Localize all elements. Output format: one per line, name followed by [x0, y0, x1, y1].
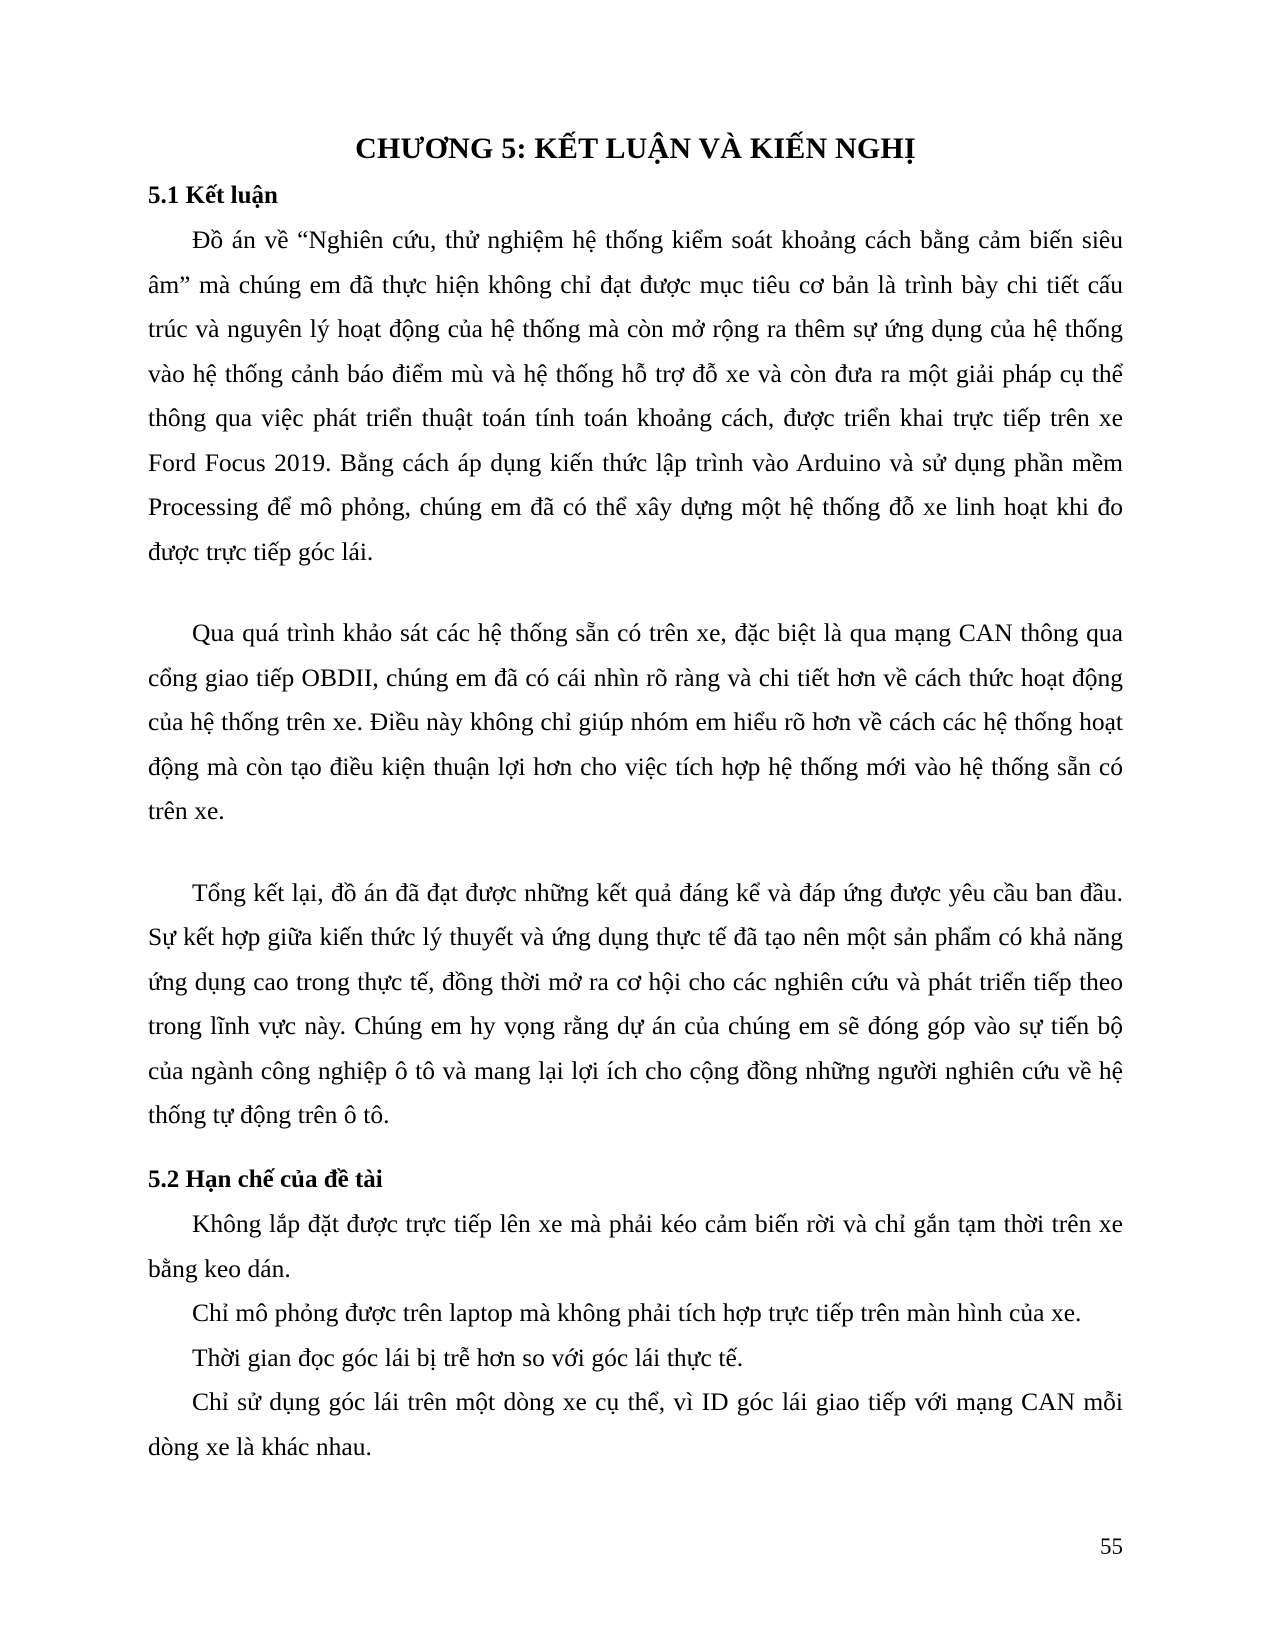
paragraph-5-2-1: Không lắp đặt được trực tiếp lên xe mà phải kéo cảm biến rời và chỉ gắn tạm thời trên xe bằng keo dán.: [148, 1209, 1123, 1283]
page-title: CHƯƠNG 5: KẾT LUẬN VÀ KIẾN NGHỊ: [355, 132, 916, 165]
page-content: [148, 130, 1123, 1469]
paragraph-5-2-2: Chỉ mô phỏng được trên laptop mà không phải tích hợp trực tiếp trên màn hình của xe.: [192, 1298, 1082, 1327]
paragraph-5-1-3: Tổng kết lại, đồ án đã đạt được những kết quả đáng kể và đáp ứng được yêu cầu ban đầu. Sự kết hợp giữa kiến thức lý thuyết và ứng dụng thực tế đã tạo nên một sản phẩm có khả năng ứng dụng cao trong thực tế, đồng thời mở ra cơ hội cho các nghiên cứu và phát triển tiếp theo trong lĩnh vực này. Chúng em hy vọng rằng dự án của chúng em sẽ đóng góp vào sự tiến bộ của ngành công nghiệp ô tô và mang lại lợi ích cho cộng đồng những người nghiên cứu về hệ thống tự động trên ô tô.: [148, 877, 1123, 1129]
section-heading-5-2: 5.2 Hạn chế của đề tài: [148, 1165, 383, 1193]
page-number: 55: [1100, 1534, 1123, 1559]
section-heading-5-1: 5.1 Kết luận: [148, 181, 278, 209]
paragraph-5-2-4: Chỉ sử dụng góc lái trên một dòng xe cụ thể, vì ID góc lái giao tiếp với mạng CAN mỗi dòng xe là khác nhau.: [148, 1387, 1123, 1461]
paragraph-5-1-2: Qua quá trình khảo sát các hệ thống sẵn có trên xe, đặc biệt là qua mạng CAN thông qua cổng giao tiếp OBDII, chúng em đã có cái nhìn rõ ràng và chi tiết hơn về cách thức hoạt động của hệ thống trên xe. Điều này không chỉ giúp nhóm em hiểu rõ hơn về cách các hệ thống hoạt động mà còn tạo điều kiện thuận lợi hơn cho việc tích hợp hệ thống mới vào hệ thống sẵn có trên xe.: [148, 618, 1123, 825]
paragraph-5-2-3: Thời gian đọc góc lái bị trễ hơn so với góc lái thực tế.: [192, 1342, 744, 1372]
section-spacer: [148, 1138, 1123, 1164]
paragraph-5-1-1: Đồ án về “Nghiên cứu, thử nghiệm hệ thống kiểm soát khoảng cách bằng cảm biến siêu âm” mà chúng em đã thực hiện không chỉ đạt được mục tiêu cơ bản là trình bày chi tiết cấu trúc và nguyên lý hoạt động của hệ thống mà còn mở rộng ra thêm sự ứng dụng của hệ thống vào hệ thống cảnh báo điểm mù và hệ thống hỗ trợ đỗ xe và còn đưa ra một giải pháp cụ thể thông qua việc phát triển thuật toán tính toán khoảng cách, được triển khai trực tiếp trên xe Ford Focus 2019. Bằng cách áp dụng kiến thức lập trình vào Arduino và sử dụng phần mềm Processing để mô phỏng, chúng em đã có thể xây dựng một hệ thống đỗ xe linh hoạt khi đo được trực tiếp góc lái.: [148, 225, 1123, 566]
